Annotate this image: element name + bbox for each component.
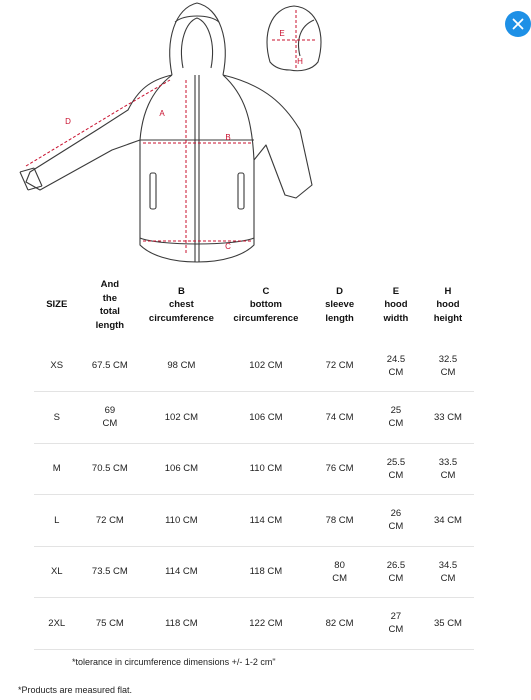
cell-sleeve: 76 CM — [309, 443, 370, 495]
cell-chest: 110 CM — [140, 495, 222, 547]
cell-bottom: 114 CM — [223, 495, 310, 547]
hood-outline — [170, 3, 225, 75]
cell-sleeve: 74 CM — [309, 392, 370, 444]
close-button[interactable] — [505, 11, 531, 37]
right-pocket — [238, 173, 244, 209]
label-a: A — [159, 109, 165, 118]
label-b: B — [225, 133, 231, 142]
cell-bottom: 122 CM — [223, 598, 310, 650]
table-row — [34, 340, 474, 392]
close-icon — [505, 11, 531, 37]
measured-flat-note: *Products are measured flat. — [18, 685, 133, 695]
cell-size: M — [34, 443, 80, 495]
cell-sleeve: 82 CM — [309, 598, 370, 650]
cell-total-length: 73.5 CM — [80, 546, 141, 598]
cell-bottom: 110 CM — [223, 443, 310, 495]
cell-size: S — [34, 392, 80, 444]
cell-hood-height: 35 CM — [422, 598, 474, 650]
table-row — [34, 392, 474, 444]
table-row — [34, 443, 474, 495]
cell-chest: 102 CM — [140, 392, 222, 444]
cell-chest: 106 CM — [140, 443, 222, 495]
table-row — [34, 598, 474, 650]
cell-sleeve: 72 CM — [309, 340, 370, 392]
cell-hood-height: 33.5 CM — [422, 443, 474, 495]
cell-chest: 98 CM — [140, 340, 222, 392]
cell-bottom: 106 CM — [223, 392, 310, 444]
front-zipper — [195, 75, 199, 262]
cell-total-length: 75 CM — [80, 598, 141, 650]
header-sleeve-length: D sleeve length — [325, 285, 355, 324]
cell-sleeve: 80 CM — [309, 546, 370, 598]
table-row — [34, 546, 474, 598]
cell-hood-height: 33 CM — [422, 392, 474, 444]
header-total-length: And the total length — [95, 279, 125, 331]
cell-total-length: 69 CM — [80, 392, 141, 444]
cell-hood-height: 34 CM — [422, 495, 474, 547]
hood-face-opening — [181, 18, 212, 68]
cell-hood-width: 24.5 CM — [370, 340, 422, 392]
cell-hood-height: 32.5 CM — [422, 340, 474, 392]
cell-size: L — [34, 495, 80, 547]
label-d: D — [65, 117, 71, 126]
cell-hood-width: 26 CM — [370, 495, 422, 547]
table-header-row — [34, 270, 474, 340]
size-chart-table — [34, 270, 474, 650]
tolerance-note: *tolerance in circumference dimensions +/- 1-2 cm" — [72, 657, 276, 667]
cell-total-length: 70.5 CM — [80, 443, 141, 495]
label-e: E — [279, 29, 285, 38]
header-chest-circumference: B chest circumference — [148, 285, 214, 324]
cell-bottom: 102 CM — [223, 340, 310, 392]
cell-size: XL — [34, 546, 80, 598]
cell-size: XS — [34, 340, 80, 392]
cell-sleeve: 78 CM — [309, 495, 370, 547]
jacket-body-outline — [26, 75, 312, 262]
header-bottom-circumference: C bottom circumference — [233, 285, 299, 324]
cell-hood-width: 27 CM — [370, 598, 422, 650]
cell-total-length: 67.5 CM — [80, 340, 141, 392]
label-h: H — [297, 57, 303, 66]
cell-hood-width: 25.5 CM — [370, 443, 422, 495]
measure-line-d — [26, 80, 170, 166]
hood-detail-outline — [267, 6, 321, 71]
cell-bottom: 118 CM — [223, 546, 310, 598]
cell-chest: 114 CM — [140, 546, 222, 598]
cell-total-length: 72 CM — [80, 495, 141, 547]
table-row — [34, 495, 474, 547]
jacket-measurement-diagram — [0, 0, 531, 270]
cell-chest: 118 CM — [140, 598, 222, 650]
cell-hood-width: 26.5 CM — [370, 546, 422, 598]
cell-hood-height: 34.5 CM — [422, 546, 474, 598]
header-hood-width: E hood width — [383, 285, 409, 324]
cell-size: 2XL — [34, 598, 80, 650]
header-hood-height: H hood height — [433, 285, 463, 324]
header-size: SIZE — [46, 299, 68, 311]
cell-hood-width: 25 CM — [370, 392, 422, 444]
label-c: C — [225, 242, 231, 251]
left-pocket — [150, 173, 156, 209]
